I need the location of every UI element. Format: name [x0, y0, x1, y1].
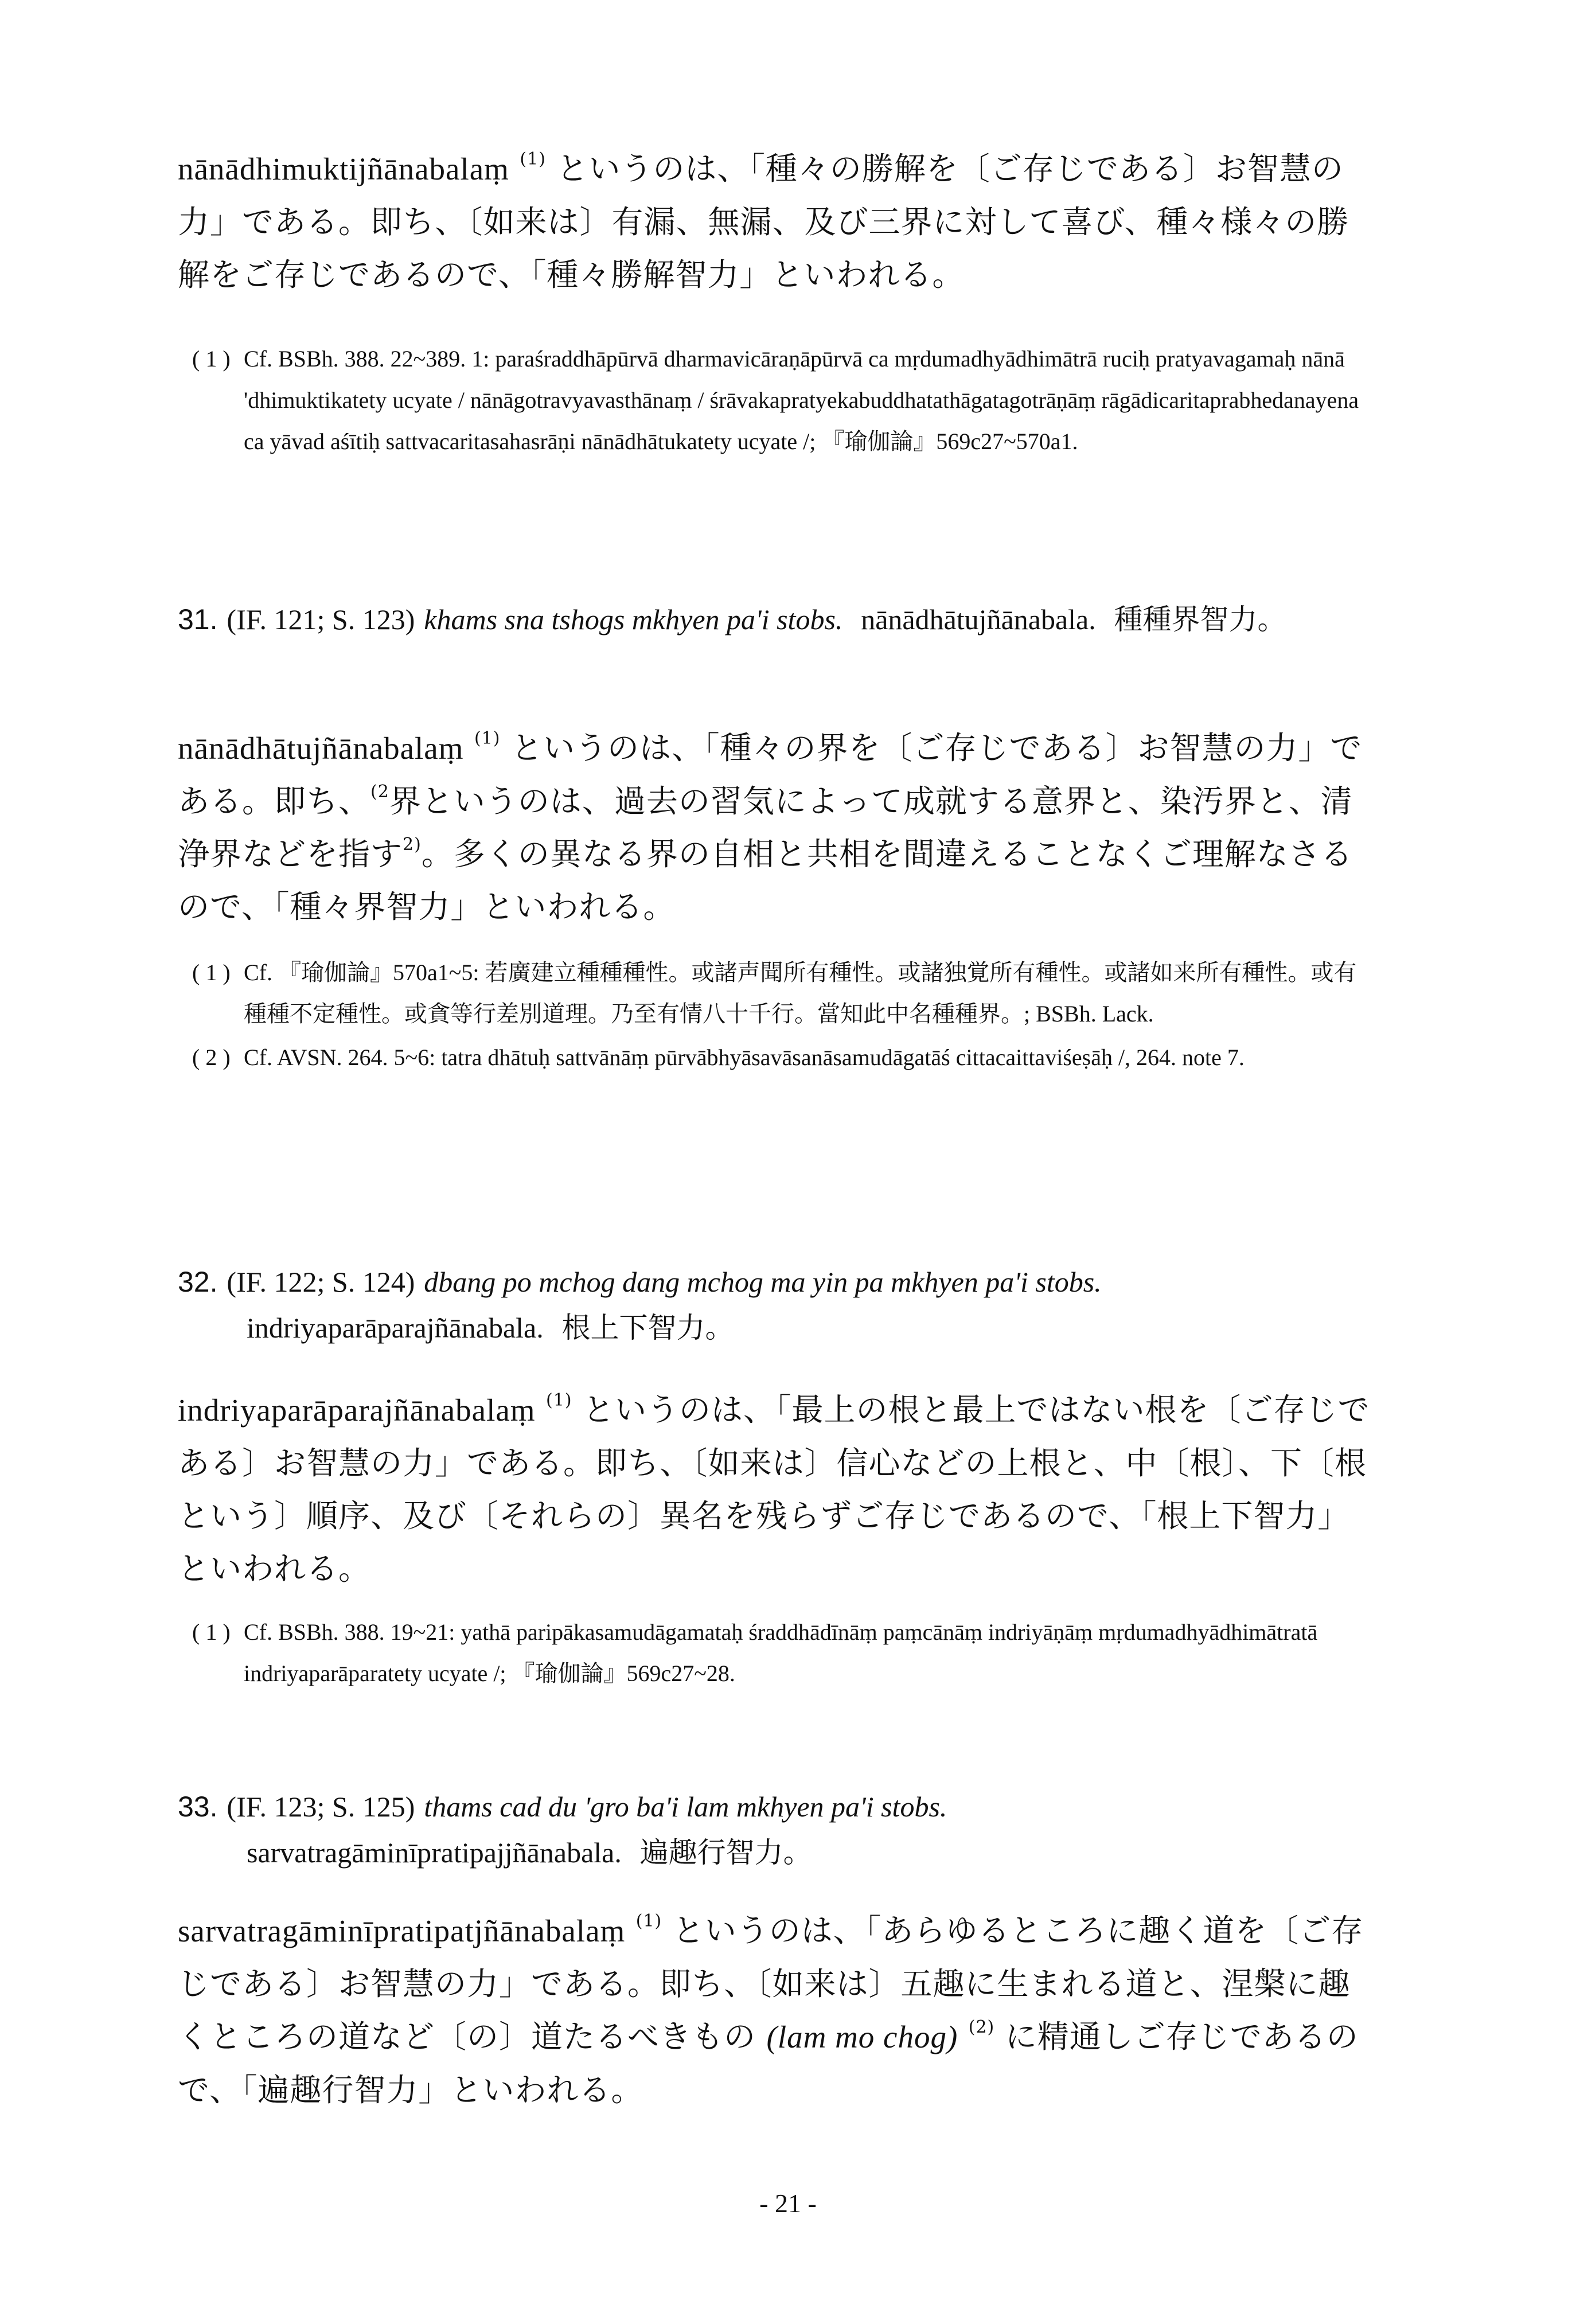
section-heading-32: [178, 1259, 1371, 1351]
section-reference: (IF. 122; S. 124): [227, 1266, 415, 1298]
footnote-text: Cf. AVSN. 264. 5~6: tatra dhātuḥ sattvānāṃ pūrvābhyāsavāsanāsamudāgatāś cittacaittaviśeṣāḥ /, 264. note 7.: [244, 1044, 1245, 1070]
page-number: - 21 -: [759, 2189, 817, 2218]
sanskrit-term: indriyaparāparajñānabala.: [247, 1312, 544, 1344]
note-ref: (1): [546, 1390, 572, 1410]
footnote: [192, 338, 1374, 462]
japanese-term: 種種界智力。: [1114, 603, 1286, 636]
sanskrit-term: nānādhātujñānabalaṃ: [178, 731, 464, 766]
footnote: [192, 952, 1374, 1035]
paragraph-text: というのは、「種々の界を〔ご存じである〕お智慧の力」である。即ち、: [178, 730, 1363, 820]
paragraph-text: 。多くの異なる界の自相と共相を間違えることなくご理解なさるので、「種々界智力」といわれる。: [178, 836, 1353, 925]
paragraph-text: に精通しご存じであるので、「遍趣行智力」といわれる。: [178, 2018, 1359, 2108]
section-heading-33: [178, 1784, 1371, 1875]
note-ref: (2: [370, 782, 389, 802]
tibetan-term: (lam mo chog): [766, 2019, 958, 2054]
footnote-text: Cf. BSBh. 388. 22~389. 1: paraśraddhāpūrvā dharmavicāraṇāpūrvā ca mṛdumadhyādhimātrā ruciḥ pratyavagamaḥ nānā 'dhimuktikatety ucyate / nānāgotravyavasthānaṃ / śrāvakapratyekabuddhatathāgatagotrāṇāṃ rāgādicaritaprabhedanayena ca yāvad aśītiḥ sattvacaritasahasrāṇi nānādhātukatety ucyate /; 『瑜伽論』569c27~570a1.: [244, 346, 1359, 454]
section-number: 31.: [178, 603, 218, 635]
japanese-term: 遍趣行智力。: [639, 1836, 812, 1869]
tibetan-term: thams cad du 'gro ba'i lam mkhyen pa'i stobs.: [424, 1791, 947, 1823]
footnote-number: ( 1 ): [192, 346, 231, 372]
footnote-text: Cf. 『瑜伽論』570a1~5: 若廣建立種種種性。或諸声聞所有種性。或諸独覚所有種性。或諸如来所有種性。或有種種不定種性。或貪等行差別道理。乃至有情八十千行。當知此中名種種界。; BSBh. Lack.: [244, 960, 1357, 1027]
footnote: [192, 1612, 1374, 1694]
paragraph-31: [178, 722, 1371, 933]
paragraph-text: というのは、「あらゆるところに趣く道を〔ご存じである〕お智慧の力」である。即ち、〔如来は〕五趣に生まれる道と、涅槃に趣くところの道など〔の〕道たるべきもの: [178, 1912, 1364, 2055]
heading-line-2: [178, 1305, 1371, 1351]
paragraph-text: というのは、「最上の根と最上ではない根を〔ご存じである〕お智慧の力」である。即ち、〔如来は〕信心などの上根と、中〔根〕、下〔根という〕順序、及び〔それらの〕異名を残らずご存じであるので、「根上下智力」といわれる。: [178, 1391, 1370, 1587]
note-ref: (1): [474, 728, 501, 748]
section-reference: (IF. 123; S. 125): [227, 1791, 415, 1823]
footnotes-32: [192, 1612, 1374, 1697]
paragraph-text: というのは、「種々の勝解を〔ご存じである〕お智慧の力」である。即ち、〔如来は〕有漏、無漏、及び三界に対して喜び、種々様々の勝解をご存じであるので、「種々勝解智力」といわれる。: [178, 150, 1349, 293]
sanskrit-term: sarvatragāminīpratipajjñānabala.: [247, 1836, 622, 1869]
note-ref: 2): [403, 835, 422, 855]
footnotes-30: [192, 338, 1374, 465]
section-reference: (IF. 121; S. 123): [227, 603, 415, 635]
paragraph-32: [178, 1383, 1371, 1595]
note-ref: (2): [968, 2017, 995, 2037]
footnote-number: ( 1 ): [192, 960, 231, 985]
section-number: 32.: [178, 1266, 218, 1298]
footnotes-31: [192, 952, 1374, 1081]
paragraph-30: [178, 142, 1371, 301]
tibetan-term: khams sna tshogs mkhyen pa'i stobs.: [424, 603, 843, 635]
section-number: 33.: [178, 1791, 218, 1823]
footnote-number: ( 2 ): [192, 1044, 231, 1070]
footnote: [192, 1037, 1374, 1078]
paragraph-text: 界というのは、過去の習気によって成就する意界と、染汚界と、清浄界などを指す: [178, 783, 1353, 872]
footnote-text: Cf. BSBh. 388. 19~21: yathā paripākasamudāgamataḥ śraddhādīnāṃ paṃcānāṃ indriyāṇāṃ mṛdumadhyādhimātratā indriyaparāparatety ucyate /; 『瑜伽論』569c27~28.: [244, 1619, 1318, 1686]
sanskrit-term: indriyaparāparajñānabalaṃ: [178, 1393, 536, 1428]
tibetan-term: dbang po mchog dang mchog ma yin pa mkhyen pa'i stobs.: [424, 1266, 1102, 1298]
japanese-term: 根上下智力。: [561, 1311, 734, 1344]
sanskrit-term: nānādhimuktijñānabalaṃ: [178, 151, 509, 186]
sanskrit-term: nānādhātujñānabala.: [861, 603, 1096, 635]
paragraph-33: [178, 1904, 1371, 2116]
footnote-number: ( 1 ): [192, 1619, 231, 1645]
note-ref: (1): [520, 149, 546, 169]
heading-line-2: [178, 1830, 1371, 1875]
sanskrit-term: sarvatragāminīpratipatjñānabalaṃ: [178, 1913, 626, 1948]
note-ref: (1): [635, 1911, 662, 1931]
section-heading-31: [178, 596, 1371, 642]
